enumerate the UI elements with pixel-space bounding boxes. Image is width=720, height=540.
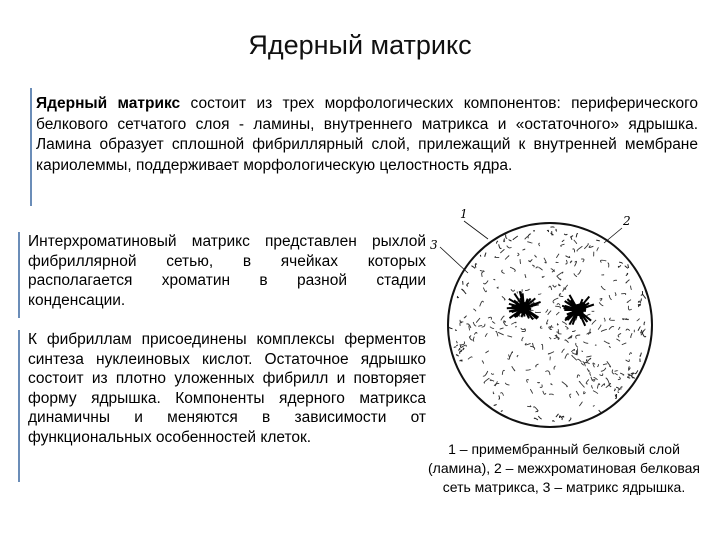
intro-term: Ядерный матрикс xyxy=(36,95,181,112)
label-2-leader xyxy=(604,228,622,243)
label-1-leader xyxy=(464,221,488,239)
matrix-fibril xyxy=(582,351,583,352)
lamina-fibril xyxy=(553,421,555,422)
intro-text: состоит из трех морфологических компонентов: периферического белкового сетчатого слоя - ламины, внутреннего матрикса и «остаточного» ядрышка. Ламина образует сплошной фибриллярный слой, прилежащий к внутренней мембране кариолеммы, поддерживает морфологическую целостность ядра. xyxy=(36,95,698,174)
lamina-fibril xyxy=(629,366,630,369)
lamina-fibril xyxy=(455,330,456,331)
label-3-leader xyxy=(440,247,468,273)
nuclear-envelope xyxy=(448,223,652,427)
interchromatin-paragraph: Интерхроматиновый матрикс представлен рыхлой фибриллярной сетью, в ячейках которых располагается хроматин в разной стадии конденсации. xyxy=(18,232,426,318)
matrix-fibril xyxy=(586,359,587,361)
intro-paragraph xyxy=(30,94,698,176)
lamina-fibril xyxy=(552,231,553,235)
figure-label-1: 1 xyxy=(460,207,468,221)
fibrils-paragraph: К фибриллам присоединены комплексы ферментов синтеза нуклеиновых кислот. Остаточное ядрышко состоит из плотно уложенных фибрилл и повторяет форму ядрышка. Компоненты ядерного матрикса динамичны и меняются в зависимости от функциональных особенностей клеток. xyxy=(18,330,426,482)
matrix-fibril xyxy=(515,326,516,327)
slide-title: Ядерный матрикс xyxy=(248,30,472,60)
figure-label-2: 2 xyxy=(623,214,631,228)
lamina-fibril xyxy=(641,299,642,302)
lamina-fibril xyxy=(618,392,619,393)
nuclear-matrix-figure xyxy=(428,205,668,440)
nucleolus-core xyxy=(518,302,530,314)
matrix-fibril xyxy=(595,345,596,346)
nucleolus-core xyxy=(572,304,584,316)
lamina-fibril xyxy=(640,302,641,303)
figure-caption: 1 – примембранный белковый слой (ламина), 2 – межхроматиновая белковая сеть матрикса, 3 – матрикс ядрышка. xyxy=(427,441,701,495)
figure-label-3: 3 xyxy=(430,238,438,252)
lamina-fibril xyxy=(632,373,633,374)
